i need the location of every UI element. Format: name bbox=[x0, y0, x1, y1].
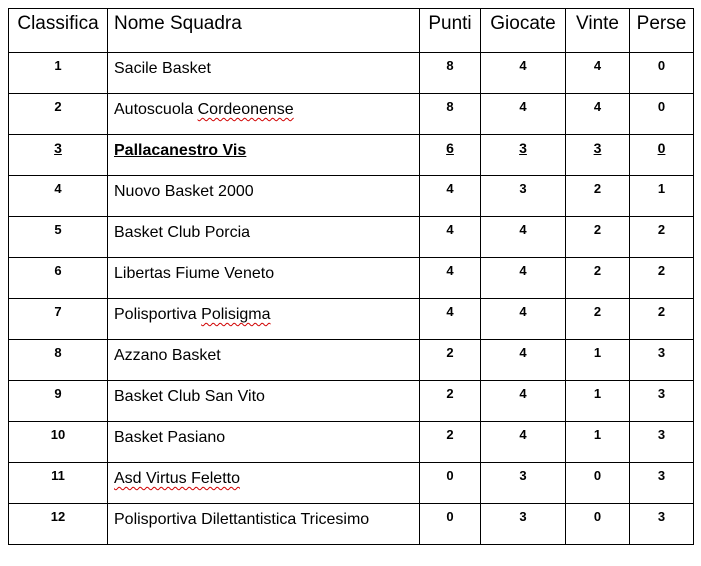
team-name-part: Libertas Fiume Veneto bbox=[114, 265, 275, 282]
team-name-cell bbox=[108, 258, 420, 299]
points-value: 0 bbox=[446, 468, 454, 483]
team-name-cell bbox=[108, 94, 420, 135]
team-name bbox=[114, 347, 221, 364]
points-cell bbox=[420, 53, 481, 94]
points-value: 4 bbox=[446, 222, 454, 237]
rank-value: 11 bbox=[51, 468, 65, 483]
points-value: 2 bbox=[446, 427, 454, 442]
team-name bbox=[114, 224, 250, 241]
team-name-part: Azzano Basket bbox=[114, 347, 221, 364]
header-rank: Classifica bbox=[9, 9, 108, 53]
lost-cell bbox=[630, 94, 694, 135]
rank-value: 12 bbox=[50, 509, 66, 524]
played-cell bbox=[481, 53, 566, 94]
rank-value: 1 bbox=[54, 58, 62, 73]
rank-value: 5 bbox=[54, 222, 62, 237]
table-row bbox=[9, 94, 694, 135]
standings-table bbox=[8, 8, 694, 545]
lost-value: 2 bbox=[657, 304, 666, 319]
lost-value: 1 bbox=[657, 181, 666, 196]
lost-cell bbox=[630, 217, 694, 258]
table-row bbox=[9, 299, 694, 340]
lost-cell bbox=[630, 422, 694, 463]
team-name-cell bbox=[108, 135, 420, 176]
played-cell bbox=[481, 422, 566, 463]
lost-cell bbox=[630, 135, 694, 176]
played-cell bbox=[481, 340, 566, 381]
lost-cell bbox=[630, 53, 694, 94]
won-cell bbox=[566, 94, 630, 135]
won-value: 4 bbox=[593, 99, 602, 114]
team-name bbox=[114, 429, 225, 446]
lost-value: 2 bbox=[657, 263, 666, 278]
rank-cell bbox=[9, 340, 108, 381]
won-value: 0 bbox=[593, 468, 602, 483]
points-cell bbox=[420, 340, 481, 381]
team-name bbox=[114, 511, 369, 528]
team-name-misspelled-part: Asd Virtus Feletto bbox=[114, 470, 240, 487]
played-cell bbox=[481, 94, 566, 135]
lost-cell bbox=[630, 258, 694, 299]
played-value: 4 bbox=[519, 386, 527, 401]
points-cell bbox=[420, 135, 481, 176]
team-name bbox=[114, 101, 294, 118]
points-value: 2 bbox=[446, 386, 454, 401]
team-name-part: Polisportiva bbox=[114, 306, 202, 323]
table-row bbox=[9, 176, 694, 217]
played-cell bbox=[481, 463, 566, 504]
points-cell bbox=[420, 217, 481, 258]
rank-cell bbox=[9, 53, 108, 94]
team-name bbox=[114, 60, 211, 77]
won-cell bbox=[566, 217, 630, 258]
lost-value: 0 bbox=[657, 99, 666, 114]
team-name bbox=[114, 183, 254, 200]
points-value: 4 bbox=[446, 263, 454, 278]
rank-cell bbox=[9, 176, 108, 217]
won-value: 4 bbox=[593, 58, 602, 73]
won-value: 1 bbox=[593, 345, 602, 360]
won-cell bbox=[566, 258, 630, 299]
played-value: 4 bbox=[519, 427, 527, 442]
header-points: Punti bbox=[420, 9, 481, 53]
header-lost: Perse bbox=[630, 9, 694, 53]
team-name bbox=[114, 388, 265, 405]
played-cell bbox=[481, 258, 566, 299]
rank-cell bbox=[9, 217, 108, 258]
points-cell bbox=[420, 422, 481, 463]
rank-cell bbox=[9, 258, 108, 299]
points-cell bbox=[420, 463, 481, 504]
won-cell bbox=[566, 463, 630, 504]
table-row bbox=[9, 504, 694, 545]
won-value: 1 bbox=[593, 386, 602, 401]
lost-value: 3 bbox=[657, 345, 666, 360]
points-cell bbox=[420, 258, 481, 299]
points-value: 8 bbox=[446, 58, 454, 73]
won-value: 2 bbox=[593, 263, 602, 278]
lost-cell bbox=[630, 463, 694, 504]
rank-cell bbox=[9, 504, 108, 545]
header-team-name: Nome Squadra bbox=[108, 9, 420, 53]
team-name bbox=[114, 470, 240, 487]
played-cell bbox=[481, 135, 566, 176]
points-value: 4 bbox=[446, 304, 454, 319]
points-cell bbox=[420, 504, 481, 545]
team-name-cell bbox=[108, 217, 420, 258]
rank-value: 2 bbox=[54, 99, 62, 114]
played-value: 4 bbox=[519, 263, 527, 278]
table-row bbox=[9, 217, 694, 258]
rank-value: 4 bbox=[54, 181, 62, 196]
won-value: 2 bbox=[593, 222, 602, 237]
header-won: Vinte bbox=[566, 9, 630, 53]
team-name-part: Autoscuola bbox=[114, 101, 198, 118]
played-cell bbox=[481, 504, 566, 545]
team-name-part: Nuovo Basket 2000 bbox=[114, 183, 254, 200]
lost-cell bbox=[630, 504, 694, 545]
points-value: 0 bbox=[446, 509, 454, 524]
team-name-misspelled-part: Polisigma bbox=[201, 306, 271, 323]
played-cell bbox=[481, 299, 566, 340]
points-cell bbox=[420, 299, 481, 340]
table-row bbox=[9, 258, 694, 299]
won-cell bbox=[566, 53, 630, 94]
played-value: 3 bbox=[519, 468, 527, 483]
won-cell bbox=[566, 135, 630, 176]
team-name-part: Basket Pasiano bbox=[114, 429, 226, 446]
rank-value: 8 bbox=[54, 345, 62, 360]
played-cell bbox=[481, 176, 566, 217]
team-name-cell bbox=[108, 381, 420, 422]
won-value: 1 bbox=[593, 427, 602, 442]
rank-cell bbox=[9, 422, 108, 463]
played-cell bbox=[481, 381, 566, 422]
points-value: 8 bbox=[446, 99, 454, 114]
rank-value: 10 bbox=[50, 427, 66, 442]
lost-value: 3 bbox=[657, 386, 666, 401]
header-row bbox=[9, 9, 694, 53]
table-row bbox=[9, 381, 694, 422]
team-name-part: Polisportiva Dilettantistica Tricesimo bbox=[114, 511, 370, 528]
rank-cell bbox=[9, 299, 108, 340]
lost-cell bbox=[630, 299, 694, 340]
rank-cell bbox=[9, 94, 108, 135]
table-row bbox=[9, 53, 694, 94]
rank-value: 6 bbox=[54, 263, 62, 278]
team-name-cell bbox=[108, 340, 420, 381]
team-name-cell bbox=[108, 176, 420, 217]
played-value: 4 bbox=[519, 345, 527, 360]
team-name bbox=[114, 306, 271, 323]
played-cell bbox=[481, 217, 566, 258]
team-name-part: Pallacanestro Vis bbox=[114, 142, 247, 159]
lost-value: 2 bbox=[657, 222, 666, 237]
table-row bbox=[9, 422, 694, 463]
team-name-cell bbox=[108, 299, 420, 340]
played-value: 4 bbox=[519, 99, 527, 114]
won-value: 2 bbox=[593, 304, 602, 319]
won-cell bbox=[566, 299, 630, 340]
team-name bbox=[114, 265, 274, 282]
played-value: 4 bbox=[519, 58, 527, 73]
rank-value: 9 bbox=[54, 386, 62, 401]
won-cell bbox=[566, 422, 630, 463]
table-row bbox=[9, 135, 694, 176]
points-value: 6 bbox=[446, 140, 454, 156]
lost-value: 0 bbox=[657, 58, 666, 73]
team-name-cell bbox=[108, 422, 420, 463]
played-value: 4 bbox=[519, 222, 527, 237]
team-name-part: Basket Club Porcia bbox=[114, 224, 251, 241]
header-played: Giocate bbox=[481, 9, 566, 53]
points-cell bbox=[420, 176, 481, 217]
points-value: 4 bbox=[446, 181, 454, 196]
lost-cell bbox=[630, 381, 694, 422]
played-value: 3 bbox=[519, 181, 527, 196]
won-value: 2 bbox=[593, 181, 602, 196]
lost-cell bbox=[630, 176, 694, 217]
table-row bbox=[9, 463, 694, 504]
won-cell bbox=[566, 340, 630, 381]
played-value: 3 bbox=[519, 509, 527, 524]
won-value: 3 bbox=[593, 140, 602, 156]
points-value: 2 bbox=[446, 345, 454, 360]
team-name-part: Basket Club San Vito bbox=[114, 388, 265, 405]
rank-value: 3 bbox=[54, 140, 62, 156]
team-name-part: Sacile Basket bbox=[114, 60, 211, 77]
lost-value: 3 bbox=[657, 509, 666, 524]
rank-cell bbox=[9, 381, 108, 422]
won-cell bbox=[566, 381, 630, 422]
team-name-cell bbox=[108, 463, 420, 504]
table-row bbox=[9, 340, 694, 381]
won-value: 0 bbox=[593, 509, 602, 524]
won-cell bbox=[566, 504, 630, 545]
lost-cell bbox=[630, 340, 694, 381]
lost-value: 3 bbox=[657, 468, 666, 483]
rank-cell bbox=[9, 463, 108, 504]
lost-value: 0 bbox=[657, 140, 666, 156]
points-cell bbox=[420, 94, 481, 135]
points-cell bbox=[420, 381, 481, 422]
rank-cell bbox=[9, 135, 108, 176]
lost-value: 3 bbox=[657, 427, 666, 442]
team-name-cell bbox=[108, 53, 420, 94]
team-name-misspelled-part: Cordeonense bbox=[197, 101, 294, 118]
team-name-cell bbox=[108, 504, 420, 545]
played-value: 3 bbox=[519, 140, 527, 156]
won-cell bbox=[566, 176, 630, 217]
rank-value: 7 bbox=[54, 304, 62, 319]
team-name bbox=[114, 142, 246, 159]
played-value: 4 bbox=[519, 304, 527, 319]
